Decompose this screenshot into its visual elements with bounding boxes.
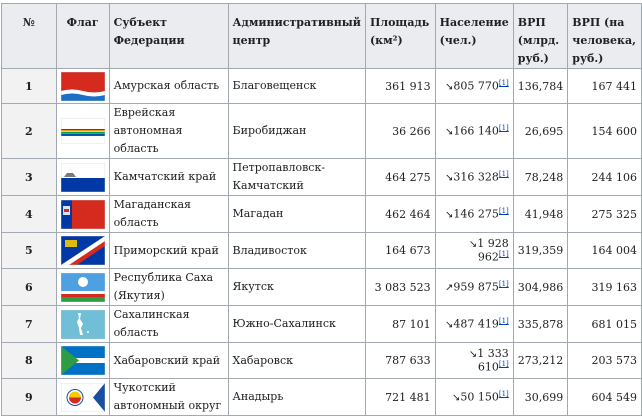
header-center[interactable]: Административный центр (228, 4, 365, 69)
row-number: 8 (2, 343, 57, 379)
decrease-arrow-icon: ↘ (444, 172, 454, 184)
admin-center[interactable]: Магадан (228, 196, 365, 233)
flag-sakhalin-icon[interactable] (61, 310, 105, 339)
grp-per-capita-value: 203 573 (568, 343, 642, 379)
grp-per-capita-value: 275 325 (568, 196, 642, 233)
area-value: 361 913 (365, 69, 435, 104)
grp-value: 26,695 (513, 104, 568, 159)
admin-center[interactable]: Анадырь (228, 379, 365, 416)
federal-subjects-table (1, 3, 642, 416)
population-value: 1 928 962 (477, 237, 509, 264)
admin-center[interactable]: Якутск (228, 269, 365, 306)
population-cell (435, 69, 513, 104)
grp-per-capita-value: 319 163 (568, 269, 642, 306)
population-value: 316 328 (453, 170, 499, 184)
flag-kamchatka-icon[interactable] (61, 163, 105, 192)
table-header-row (2, 4, 642, 69)
population-value: 487 419 (453, 317, 499, 331)
table-row (2, 306, 642, 343)
header-grp[interactable]: ВРП (млрд. руб.) (513, 4, 568, 69)
increase-arrow-icon: ↗ (444, 282, 454, 294)
decrease-arrow-icon: ↘ (444, 126, 454, 138)
grp-value: 30,699 (513, 379, 568, 416)
admin-center[interactable]: Южно-Сахалинск (228, 306, 365, 343)
row-number: 7 (2, 306, 57, 343)
flag-sakha-icon[interactable] (61, 273, 105, 302)
table-row (2, 269, 642, 306)
area-value: 164 673 (365, 233, 435, 269)
row-number: 4 (2, 196, 57, 233)
subject-name[interactable]: Республика Саха (Якутия) (109, 269, 228, 306)
flag-jewish-ao-icon[interactable] (61, 118, 105, 144)
population-cell (435, 343, 513, 379)
table-row (2, 196, 642, 233)
flag-primorsky-icon[interactable] (61, 236, 105, 265)
header-area[interactable]: Площадь (км²) (365, 4, 435, 69)
area-value: 3 083 523 (365, 269, 435, 306)
population-value: 959 875 (453, 280, 499, 294)
population-value: 146 275 (453, 207, 499, 221)
reference-link[interactable]: [1] (498, 170, 509, 179)
row-number: 1 (2, 69, 57, 104)
decrease-arrow-icon: ↘ (468, 239, 478, 251)
area-value: 464 275 (365, 159, 435, 196)
area-value: 87 101 (365, 306, 435, 343)
subject-name[interactable]: Амурская область (109, 69, 228, 104)
reference-link[interactable]: [1] (498, 207, 509, 216)
grp-value: 273,212 (513, 343, 568, 379)
subject-name[interactable]: Хабаровский край (109, 343, 228, 379)
header-flag: Флаг (56, 4, 109, 69)
grp-per-capita-value: 154 600 (568, 104, 642, 159)
grp-value: 304,986 (513, 269, 568, 306)
admin-center[interactable]: Биробиджан (228, 104, 365, 159)
header-subject[interactable]: Субъект Федерации (109, 4, 228, 69)
reference-link[interactable]: [1] (498, 280, 509, 289)
population-value: 166 140 (453, 124, 499, 138)
row-number: 3 (2, 159, 57, 196)
grp-per-capita-value: 604 549 (568, 379, 642, 416)
population-value: 50 150 (460, 390, 499, 404)
area-value: 721 481 (365, 379, 435, 416)
grp-value: 78,248 (513, 159, 568, 196)
population-value: 1 333 610 (477, 347, 509, 374)
subject-name[interactable]: Чукотский автономный округ (109, 379, 228, 416)
header-grp-per-capita[interactable]: ВРП (на человека, руб.) (568, 4, 642, 69)
decrease-arrow-icon: ↘ (451, 392, 461, 404)
grp-per-capita-value: 167 441 (568, 69, 642, 104)
population-cell (435, 104, 513, 159)
admin-center[interactable]: Петропавловск-Камчатский (228, 159, 365, 196)
table-row (2, 233, 642, 269)
reference-link[interactable]: [1] (498, 124, 509, 133)
flag-amur-icon[interactable] (61, 72, 105, 101)
flag-khabarovsk-icon[interactable] (61, 346, 105, 375)
row-number: 6 (2, 269, 57, 306)
row-number: 2 (2, 104, 57, 159)
admin-center[interactable]: Хабаровск (228, 343, 365, 379)
grp-value: 136,784 (513, 69, 568, 104)
grp-value: 319,359 (513, 233, 568, 269)
reference-link[interactable]: [1] (498, 390, 509, 399)
reference-link[interactable]: [1] (498, 317, 509, 326)
area-value: 462 464 (365, 196, 435, 233)
grp-per-capita-value: 244 106 (568, 159, 642, 196)
table-row (2, 159, 642, 196)
row-number: 9 (2, 379, 57, 416)
subject-name[interactable]: Приморский край (109, 233, 228, 269)
reference-link[interactable]: [1] (498, 79, 509, 88)
flag-magadan-icon[interactable] (61, 200, 105, 229)
decrease-arrow-icon: ↘ (444, 319, 454, 331)
header-number[interactable]: № (2, 4, 57, 69)
grp-value: 335,878 (513, 306, 568, 343)
population-cell (435, 233, 513, 269)
population-cell (435, 306, 513, 343)
row-number: 5 (2, 233, 57, 269)
table-row (2, 69, 642, 104)
area-value: 36 266 (365, 104, 435, 159)
subject-name[interactable]: Еврейская автономная область (109, 104, 228, 159)
flag-chukotka-icon[interactable] (61, 383, 105, 412)
area-value: 787 633 (365, 343, 435, 379)
decrease-arrow-icon: ↘ (444, 81, 454, 93)
population-cell (435, 269, 513, 306)
subject-name[interactable]: Магаданская область (109, 196, 228, 233)
admin-center[interactable]: Благовещенск (228, 69, 365, 104)
grp-per-capita-value: 681 015 (568, 306, 642, 343)
decrease-arrow-icon: ↘ (468, 349, 478, 361)
subject-name[interactable]: Сахалинская область (109, 306, 228, 343)
header-population[interactable]: Население (чел.) (435, 4, 513, 69)
admin-center[interactable]: Владивосток (228, 233, 365, 269)
population-value: 805 770 (453, 79, 499, 93)
population-cell (435, 159, 513, 196)
subject-name[interactable]: Камчатский край (109, 159, 228, 196)
population-cell (435, 196, 513, 233)
decrease-arrow-icon: ↘ (444, 209, 454, 221)
grp-value: 41,948 (513, 196, 568, 233)
grp-per-capita-value: 164 004 (568, 233, 642, 269)
reference-link[interactable]: [1] (498, 250, 509, 259)
table-row (2, 343, 642, 379)
table-row (2, 104, 642, 159)
reference-link[interactable]: [1] (498, 360, 509, 369)
